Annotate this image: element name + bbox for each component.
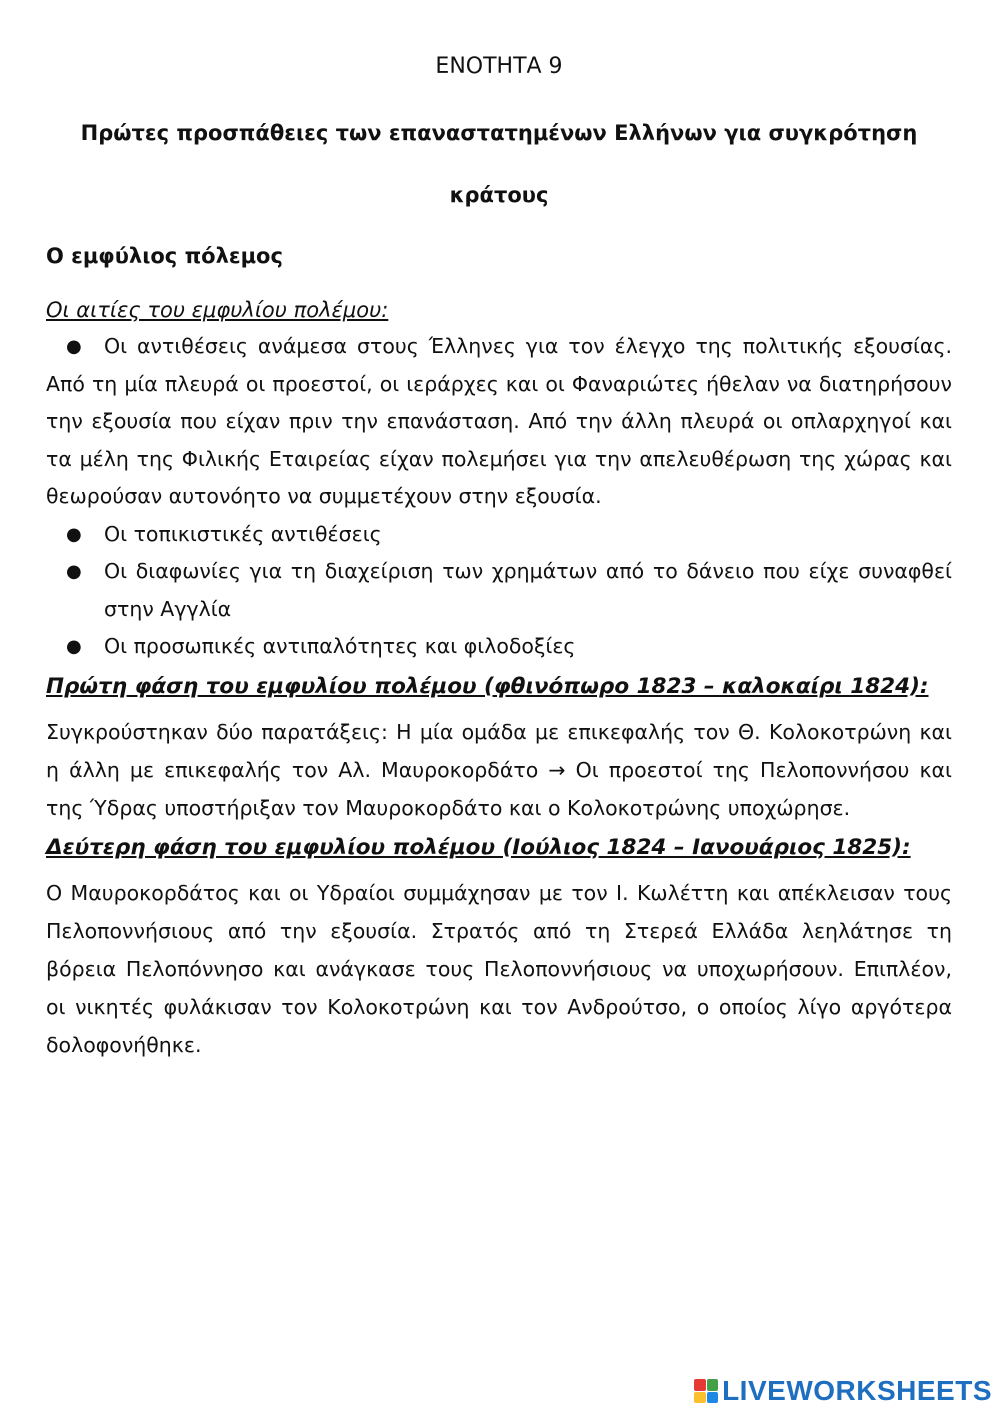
cause-item: ● Οι τοπικιστικές αντιθέσεις — [46, 516, 952, 554]
cause-item: ● Οι προσωπικές αντιπαλότητες και φιλοδοξίες — [46, 628, 952, 666]
phase2-title: Δεύτερη φάση του εμφυλίου πολέμου (Ιούλιος 1824 – Ιανουάριος 1825): — [46, 834, 911, 860]
logo-squares-icon — [694, 1379, 718, 1403]
unit-heading: ΕΝΟΤΗΤΑ 9 — [435, 54, 563, 79]
phase2-text: Ο Μαυροκορδάτος και οι Υδραίοι συμμάχησαν με τον Ι. Κωλέττη και απέκλεισαν τους Πελοποννήσιους από την εξουσία. Στρατός από τη Στερεά Ελλάδα λεηλάτησε τη βόρεια Πελοπόννησο και ανάγκασε τους Πελοποννήσιους να υποχωρήσουν. Επιπλέον, οι νικητές φυλάκισαν τον Κολοκοτρώνη και τον Ανδρούτσο, ο οποίος λίγο αργότερα δολοφονήθηκε. — [46, 880, 952, 1057]
section-title: Ο εμφύλιος πόλεμος — [46, 244, 283, 268]
logo-square — [694, 1379, 706, 1391]
phase1-title: Πρώτη φάση του εμφυλίου πολέμου (φθινόπωρο 1823 – καλοκαίρι 1824): — [46, 673, 929, 699]
phase1-text: Συγκρούστηκαν δύο παρατάξεις: Η μία ομάδα με επικεφαλής τον Θ. Κολοκοτρώνη και η άλλη με επικεφαλής τον Αλ. Μαυροκορδάτο → Οι προεστοί της Πελοποννήσου και της Ύδρας υποστήριξαν τον Μαυροκορδάτο και ο Κολοκοτρώνης υποχώρησε. — [46, 719, 952, 820]
logo-square — [707, 1392, 719, 1404]
bullet-icon: ● — [66, 336, 82, 357]
logo-square — [694, 1392, 706, 1404]
logo-square — [707, 1379, 719, 1391]
page-title — [46, 102, 952, 226]
liveworksheets-logo — [694, 1375, 992, 1407]
bullet-icon: ● — [66, 636, 82, 657]
causes-title: Οι αιτίες του εμφυλίου πολέμου: — [46, 298, 389, 322]
causes-list — [46, 328, 952, 666]
bullet-icon: ● — [66, 523, 82, 545]
title-line-1: Πρώτες προσπάθειες των επαναστατημένων Ελλήνων για συγκρότηση — [80, 121, 918, 145]
bullet-icon: ● — [66, 561, 82, 582]
cause-item: ● Οι διαφωνίες για τη διαχείριση των χρημάτων από το δάνειο που είχε συναφθεί στην Αγγλία — [46, 553, 952, 628]
brand-name: LIVEWORKSHEETS — [722, 1375, 992, 1406]
cause-item: ● Οι αντιθέσεις ανάμεσα στους Έλληνες για τον έλεγχο της πολιτικής εξουσίας. Από τη μία πλευρά οι προεστοί, οι ιεράρχες και οι Φαναριώτες ήθελαν να διατηρήσουν την εξουσία που είχαν πριν την επανάσταση. Από την άλλη πλευρά οι οπλαρχηγοί και τα μέλη της Φιλικής Εταιρείας είχαν πολεμήσει για την απελευθέρωση της χώρας και θεωρούσαν αυτονόητο να συμμετέχουν στην εξουσία. — [46, 328, 952, 516]
worksheet-page — [46, 0, 952, 1064]
title-line-2: κράτους — [449, 183, 549, 207]
